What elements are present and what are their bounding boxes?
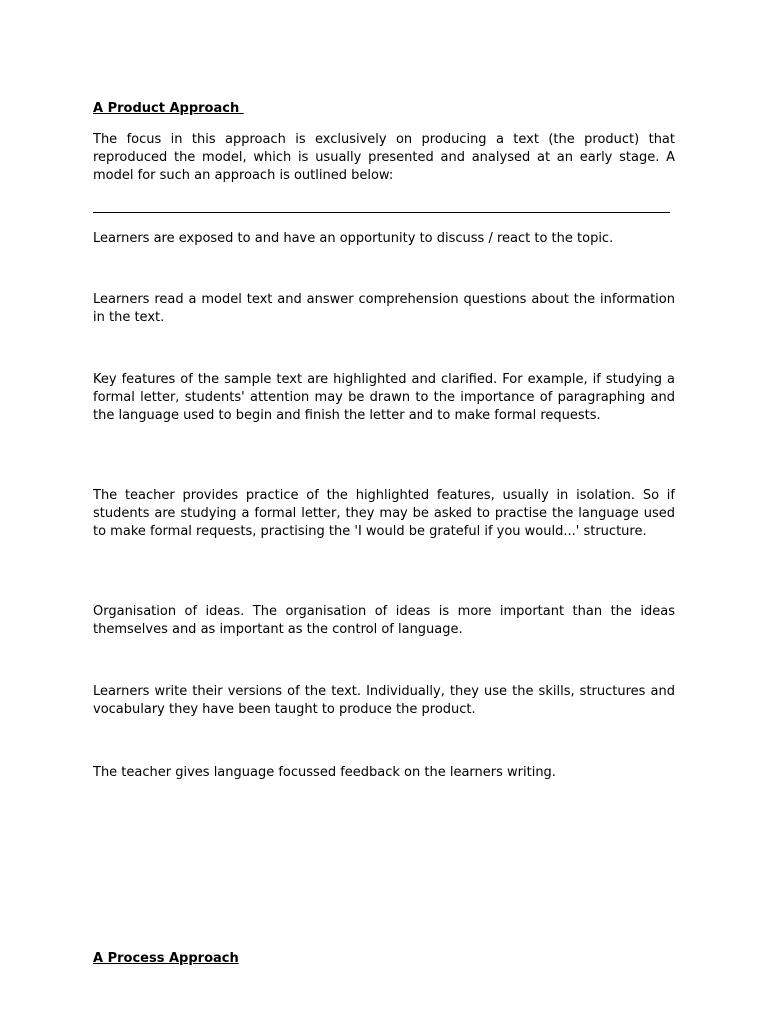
step-paragraph: The teacher gives language focussed feedback on the learners writing.: [93, 765, 556, 780]
step-paragraph: Learners write their versions of the text. Individually, they use the skills, structures and vocabulary they have been taught to produce the product.: [93, 684, 675, 717]
step-paragraph: Learners are exposed to and have an opportunity to discuss / react to the topic.: [93, 231, 614, 246]
intro-paragraph: The focus in this approach is exclusively on producing a text (the product) that reproduced the model, which is usually presented and analysed at an early stage. A model for such an approach is outlined below:: [93, 132, 675, 183]
step-paragraph: The teacher provides practice of the highlighted features, usually in isolation. So if students are studying a formal letter, they may be asked to practise the language used to make formal requests, practising the 'I would be grateful if you would...' structure.: [93, 488, 675, 539]
step-paragraph: Learners read a model text and answer comprehension questions about the information in the text.: [93, 292, 675, 325]
heading-process-approach: A Process Approach: [93, 951, 239, 966]
step-paragraph: Key features of the sample text are highlighted and clarified. For example, if studying a formal letter, students' attention may be drawn to the importance of paragraphing and the language used to begin and finish the letter and to make formal requests.: [93, 372, 675, 423]
heading-product-approach: A Product Approach: [93, 101, 244, 116]
step-paragraph: Organisation of ideas. The organisation of ideas is more important than the ideas themselves and as important as the control of language.: [93, 604, 675, 637]
horizontal-rule: [93, 212, 670, 213]
